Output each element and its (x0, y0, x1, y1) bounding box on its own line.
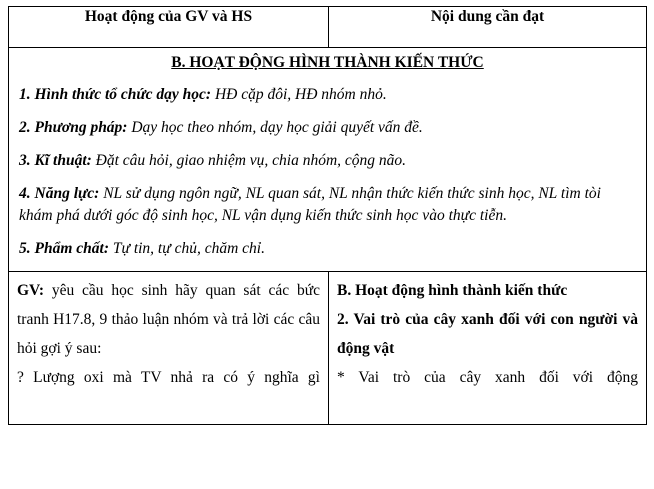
item-label: 1. Hình thức tổ chức dạy học: (19, 86, 212, 103)
activity-row (9, 272, 647, 425)
item-organization-form (19, 84, 636, 106)
item-technique (19, 150, 636, 172)
gv-label: GV: (17, 282, 44, 299)
gv-text: yêu cầu học sinh hãy quan sát các bức tranh H17.8, 9 thảo luận nhóm và trả lời các câu hỏi gợi ý sau: (17, 282, 320, 357)
item-quality (19, 238, 636, 260)
item-competence (19, 183, 636, 227)
item-label: 4. Năng lực: (19, 185, 100, 202)
section-cell (9, 48, 647, 272)
content-bullet: * Vai trò của cây xanh đối với động (337, 369, 638, 386)
item-text: Dạy học theo nhóm, dạy học giải quyết vấn đề. (127, 119, 423, 136)
item-text: NL sử dụng ngôn ngữ, NL quan sát, NL nhận thức kiến thức sinh học, NL tìm tòi khám phá dưới góc độ sinh học, NL vận dụng kiến thức sinh học vào thực tiễn. (19, 185, 601, 224)
item-label: 3. Kĩ thuật: (19, 152, 92, 169)
lesson-plan-table (8, 6, 647, 425)
section-title: B. HOẠT ĐỘNG HÌNH THÀNH KIẾN THỨC (171, 54, 484, 71)
item-method (19, 117, 636, 139)
item-text: Đặt câu hỏi, giao nhiệm vụ, chia nhóm, cộng não. (91, 152, 407, 169)
header-required-content: Nội dung cần đạt (329, 7, 647, 48)
item-label: 5. Phẩm chất: (19, 240, 109, 257)
gv-instruction (17, 276, 320, 363)
item-text: Tự tin, tự chủ, chăm chỉ. (109, 240, 265, 257)
teacher-activity-cell (9, 272, 329, 425)
section-row (9, 48, 647, 272)
header-teacher-student-activity: Hoạt động của GV và HS (9, 7, 329, 48)
item-text: HĐ cặp đôi, HĐ nhóm nhỏ. (211, 86, 387, 103)
content-subheading: 2. Vai trò của cây xanh đối với con người và động vật (337, 311, 638, 357)
content-heading: B. Hoạt động hình thành kiến thức (337, 282, 568, 299)
item-label: 2. Phương pháp: (19, 119, 128, 136)
table-header-row (9, 7, 647, 48)
guiding-question: ? Lượng oxi mà TV nhả ra có ý nghĩa gì (17, 369, 320, 386)
content-cell (329, 272, 647, 425)
